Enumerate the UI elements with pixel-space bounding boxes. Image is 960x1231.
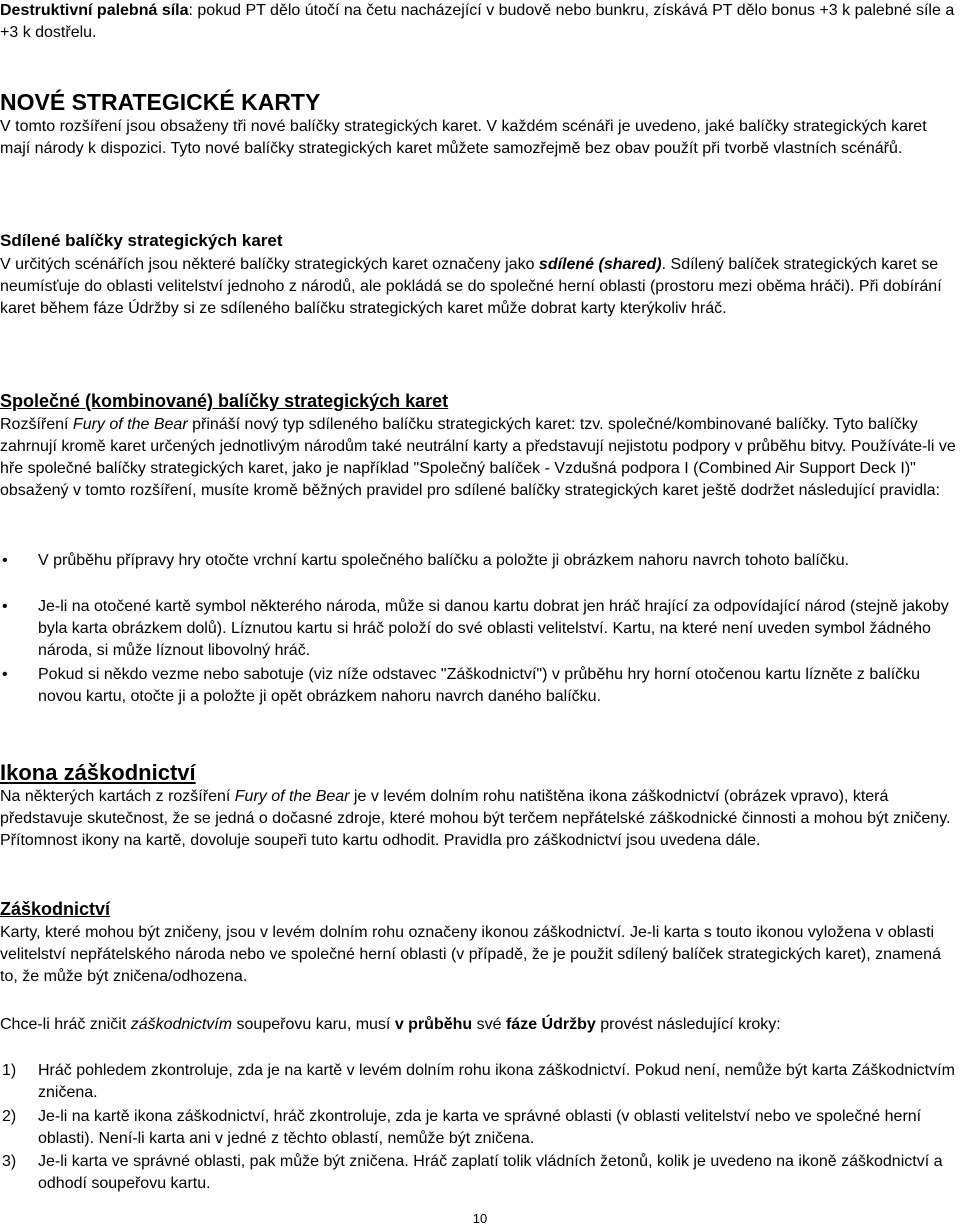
- icon-title: Fury of the Bear: [234, 788, 350, 805]
- step-number: 3): [2, 1153, 17, 1170]
- step-text: Je-li karta ve správné oblasti, pak může být zničena. Hráč zaplatí tolik vládních žetonů, kolik je uvedeno na ikoně záškodnictví a odhodí soupeřovu kartu.: [38, 1153, 943, 1192]
- bullet-icon: •: [2, 598, 8, 615]
- step-text: Hráč pohledem zkontroluje, zda je na kartě v levém dolním rohu ikona záškodnictví. Pokud není, nemůže být karta Záškodnictvím zničena.: [38, 1062, 955, 1101]
- new-cards-heading: NOVÉ STRATEGICKÉ KARTY: [0, 89, 321, 115]
- bullet-icon: •: [2, 666, 8, 683]
- intro-d: provést následující kroky:: [595, 1016, 781, 1033]
- step-text: Je-li na kartě ikona záškodnictví, hráč zkontroluje, zda je karta ve správné oblasti (v oblasti velitelství nebo ve společné herní oblasti). Není-li karta ani v jedné z těchto oblastí, nemůže být zničena.: [38, 1108, 922, 1147]
- sabotage-intro: [0, 1014, 956, 1036]
- numbered-step: [0, 1151, 956, 1195]
- shared-emph: sdílené (shared): [538, 256, 662, 273]
- intro-bold-2: fáze Údržby: [505, 1016, 596, 1033]
- list-item-text: V průběhu přípravy hry otočte vrchní kartu společného balíčku a položte ji obrázkem nahoru navrch tohoto balíčku.: [38, 552, 850, 569]
- numbered-step: [0, 1060, 956, 1104]
- combined-text-b: přináší nový typ sdíleného balíčku strategických karet: tzv. společné/kombinované balíčky. Tyto balíčky zahrnují kromě karet určených jednotlivým národům také neutrální karty a představují nejistotu podpory v průběhu bitvy. Používáte-li ve hře společné balíčky strategických karet, jako je například "Společný balíček - Vzdušná podpora I (Combined Air Support Deck I)" obsažený v tomto rozšíření, musíte kromě běžných pravidel pro sdílené balíčky strategických karet ještě dodržet následující pravidla:: [0, 416, 956, 499]
- icon-heading: Ikona záškodnictví: [0, 760, 196, 785]
- list-item: [0, 550, 956, 572]
- sabotage-paragraph: Karty, které mohou být zničeny, jsou v levém dolním rohu označeny ikonou záškodnictví. Je-li karta s touto ikonou vyložena v oblasti velitelství nepřátelského národa nebo ve společné herní oblasti (v případě, že je použit sdílený balíček strategických karet), znamená to, že může být zničena/odhozena.: [0, 924, 941, 985]
- list-item: [0, 664, 956, 708]
- new-cards-paragraph: V tomto rozšíření jsou obsaženy tři nové balíčky strategických karet. V každém scénáři je uvedeno, jaké balíčky strategických karet mají národy k dispozici. Tyto nové balíčky strategických karet můžete samozřejmě bez obav použít při tvorbě vlastních scénářů.: [0, 118, 927, 157]
- combined-heading: Společné (kombinované) balíčky strategických karet: [0, 391, 449, 411]
- numbered-step: [0, 1106, 956, 1150]
- list-item-text: Pokud si někdo vezme nebo sabotuje (viz níže odstavec "Záškodnictví") v průběhu hry horní otočenou kartu lízněte z balíčku novou kartu, otočte ji a položte ji opět obrázkem nahoru navrch daného balíčku.: [38, 666, 921, 705]
- step-number: 1): [2, 1062, 17, 1079]
- destructive-lead: Destruktivní palebná síla: [0, 2, 189, 19]
- icon-paragraph: [0, 786, 956, 852]
- intro-c: své: [472, 1016, 506, 1033]
- shared-text-a: V určitých scénářích jsou některé balíčky strategických karet označeny jako: [0, 256, 539, 273]
- bullet-icon: •: [2, 552, 8, 569]
- icon-text-a: Na některých kartách z rozšíření: [0, 788, 235, 805]
- combined-paragraph: [0, 414, 956, 502]
- shared-heading: Sdílené balíčky strategických karet: [0, 231, 283, 250]
- list-item: [0, 596, 956, 662]
- step-number: 2): [2, 1108, 17, 1125]
- list-item-text: Je-li na otočené kartě symbol některého národa, může si danou kartu dobrat jen hráč hrající za odpovídající národ (stejně jakoby byla karta obrázkem dolů). Líznutou kartu si hráč položí do své oblasti velitelství. Kartu, na které není uveden symbol žádného národa, si může líznout libovolný hráč.: [38, 598, 949, 659]
- sabotage-heading: Záškodnictví: [0, 899, 111, 919]
- shared-text-b: . Sdílený balíček strategických karet se neumísťuje do oblasti velitelství jednoho z národů, ale pokládá se do společné herní oblasti (prostoru mezi oběma hráči). Při dobírání karet během fáze Údržby si ze sdíleného balíčku strategických karet může dobrat karty kterýkoliv hráč.: [0, 256, 942, 317]
- intro-italic: záškodnictvím: [130, 1016, 233, 1033]
- shared-paragraph: [0, 254, 956, 320]
- destructive-text: : pokud PT dělo útočí na četu nacházející v budově nebo bunkru, získává PT dělo bonus +3 k palebné síle a +3 k dostřelu.: [0, 2, 955, 41]
- page-number: 10: [472, 1211, 488, 1226]
- icon-text-b: je v levém dolním rohu natištěna ikona záškodnictví (obrázek vpravo), která představuje skutečnost, že se jedná o dočasné zdroje, které mohou být terčem nepřátelské záškodnické činnosti a mohou být zničeny. Přítomnost ikony na kartě, dovoluje soupeři tuto kartu odhodit. Pravidla pro záškodnictví jsou uvedena dále.: [0, 788, 951, 849]
- intro-a: Chce-li hráč zničit: [0, 1016, 131, 1033]
- combined-title: Fury of the Bear: [72, 416, 188, 433]
- intro-bold-1: v průběhu: [394, 1016, 473, 1033]
- destructive-paragraph: [0, 0, 956, 44]
- combined-text-a: Rozšíření: [0, 416, 73, 433]
- intro-b: soupeřovu karu, musí: [232, 1016, 395, 1033]
